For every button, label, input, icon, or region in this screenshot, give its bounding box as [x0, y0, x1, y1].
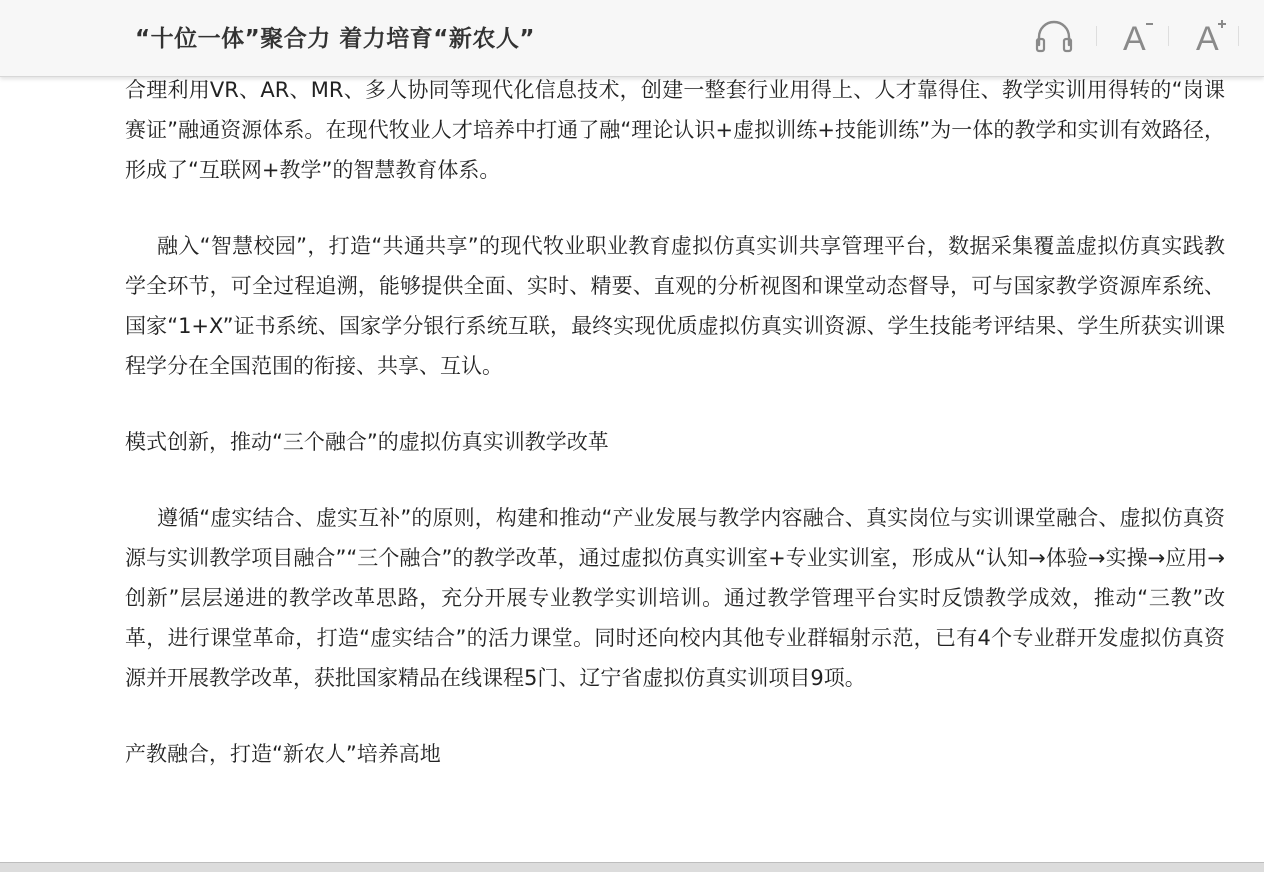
article-body	[125, 70, 1225, 862]
section-heading: 产教融合，打造“新农人”培养高地	[125, 742, 441, 766]
section-heading: 模式创新，推动“三个融合”的虚拟仿真实训教学改革	[125, 430, 609, 454]
headphones-icon	[1034, 19, 1074, 53]
decrease-font-icon	[1117, 18, 1157, 54]
toolbar-divider	[1168, 26, 1169, 46]
top-toolbar	[0, 0, 1264, 77]
decrease-font-button[interactable]	[1115, 14, 1159, 58]
increase-font-button[interactable]	[1188, 14, 1232, 58]
article-paragraph: 融入“智慧校园”，打造“共通共享”的现代牧业职业教育虚拟仿真实训共享管理平台，数据采集覆盖虚拟仿真实践教学全环节，可全过程追溯，能够提供全面、实时、精要、直观的分析视图和课堂动态督导，可与国家教学资源库系统、国家“1+X”证书系统、国家学分银行系统互联，最终实现优质虚拟仿真实训资源、学生技能考评结果、学生所获实训课程学分在全国范围的衔接、共享、互认。	[125, 234, 1225, 378]
toolbar-divider	[1096, 26, 1097, 46]
article-paragraph: 合理利用VR、AR、MR、多人协同等现代化信息技术，创建一整套行业用得上、人才靠得住、教学实训用得转的“岗课赛证”融通资源体系。在现代牧业人才培养中打通了融“理论认识+虚拟训练+技能训练”为一体的教学和实训有效路径，形成了“互联网+教学”的智慧教育体系。	[125, 78, 1225, 182]
page-title: “十位一体”聚合力 着力培育“新农人”	[135, 26, 535, 52]
decrease-font-glyph: A	[1123, 20, 1146, 54]
increase-font-glyph: A	[1196, 20, 1219, 54]
article-paragraph: 遵循“虚实结合、虚实互补”的原则，构建和推动“产业发展与教学内容融合、真实岗位与实训课堂融合、虚拟仿真资源与实训教学项目融合”“三个融合”的教学改革，通过虚拟仿真实训室+专业实训室，形成从“认知→体验→实操→应用→创新”层层递进的教学改革思路，充分开展专业教学实训培训。通过教学管理平台实时反馈教学成效，推动“三教”改革，进行课堂革命，打造“虚实结合”的活力课堂。同时还向校内其他专业群辐射示范，已有4个专业群开发虚拟仿真资源并开展教学改革，获批国家精品在线课程5门、辽宁省虚拟仿真实训项目9项。	[125, 506, 1225, 690]
increase-font-icon	[1190, 18, 1230, 54]
listen-button[interactable]	[1032, 14, 1076, 58]
toolbar-divider	[1238, 26, 1239, 46]
